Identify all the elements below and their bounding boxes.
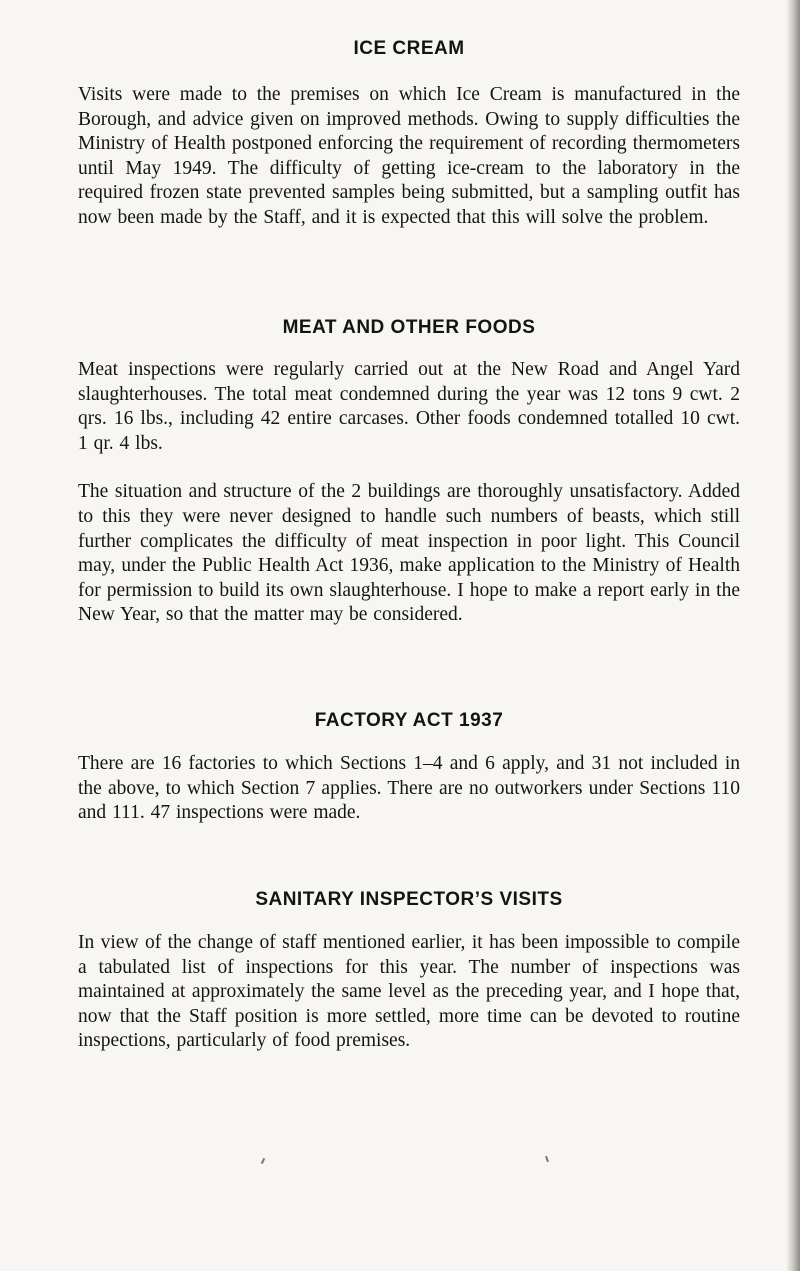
heading-ice-cream: ICE CREAM <box>353 38 465 59</box>
heading-sanitary-inspector-visits: SANITARY INSPECTOR’S VISITS <box>255 889 563 910</box>
paragraph-slaughterhouse-buildings: The situation and structure of the 2 buildings are thoroughly unsatisfactory. Added to this they were never designed to handle such numbers of beasts, which still further complicates the difficulty of meat inspection in poor light. This Council may, under the Public Health Act 1936, make application to the Ministry of Health for permission to build its own slaughterhouse. I hope to make a report early in the New Year, so that the matter may be considered. <box>78 481 740 626</box>
paper-speck <box>545 1156 549 1162</box>
paragraph-factory-act: There are 16 factories to which Sections 1–4 and 6 apply, and 31 not included in the above, to which Section 7 applies. There are no outworkers under Sections 110 and 111. 47 inspections were made. <box>78 753 740 824</box>
page-edge-shadow <box>786 0 800 1271</box>
section-ice-cream <box>78 38 740 231</box>
section-sanitary-inspector-visits <box>78 889 740 1054</box>
paper-speck <box>261 1158 265 1164</box>
section-meat-and-other-foods <box>78 317 740 628</box>
heading-factory-act: FACTORY ACT 1937 <box>314 710 504 731</box>
paragraph-sanitary-inspector-visits: In view of the change of staff mentioned earlier, it has been impossible to compile a tabulated list of inspections for this year. The number of inspections was maintained at approximately the same level as the preceding year, and I hope that, now that the Staff position is more settled, more time can be devoted to routine inspections, particularly of food premises. <box>78 932 740 1052</box>
section-factory-act <box>78 710 740 826</box>
heading-meat-and-other-foods: MEAT AND OTHER FOODS <box>282 317 536 338</box>
paragraph-ice-cream: Visits were made to the premises on which Ice Cream is manufactured in the Borough, and advice given on improved methods. Owing to supply difficulties the Ministry of Health postponed enforcing the requirement of recording thermometers until May 1949. The difficulty of getting ice-cream to the laboratory in the required frozen state prevented samples being submitted, but a sampling outfit has now been made by the Staff, and it is expected that this will solve the problem. <box>78 84 740 228</box>
paragraph-meat-inspections: Meat inspections were regularly carried out at the New Road and Angel Yard slaughterhouses. The total meat condemned during the year was 12 tons 9 cwt. 2 qrs. 16 lbs., including 42 entire carcases. Other foods condemned totalled 10 cwt. 1 qr. 4 lbs. <box>78 359 740 454</box>
